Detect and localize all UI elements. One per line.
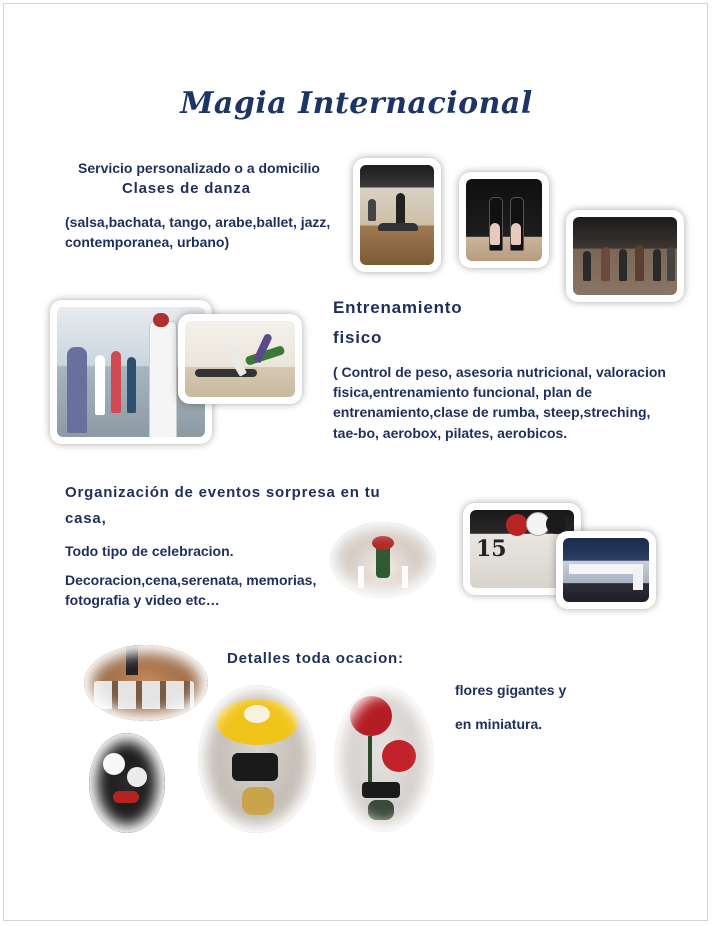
pilates-photo: [178, 314, 302, 404]
fitness-heading-line-1: Entrenamiento: [333, 298, 463, 317]
events-desc-line-2: Decoracion,cena,serenata, memorias,: [65, 572, 317, 588]
events-heading-line-2: casa,: [65, 510, 107, 527]
red-giant-flower-photo: [334, 686, 434, 832]
fitness-desc-line-4: tae-bo, aerobox, pilates, aerobicos.: [333, 425, 568, 441]
event-table-photo: [330, 522, 436, 598]
fitness-desc-line-2: fisica,entrenamiento funcional, plan de: [333, 384, 593, 400]
dance-photo-studio: [353, 158, 441, 272]
mini-flowers-photo: [89, 733, 165, 833]
dance-styles-line-2: contemporanea, urbano): [65, 234, 230, 250]
fitness-heading-line-2: fisico: [333, 328, 383, 347]
events-desc-line-1: Todo tipo de celebracion.: [65, 543, 234, 559]
details-line-2: en miniatura.: [455, 716, 543, 732]
details-line-1: flores gigantes y: [455, 682, 567, 698]
yellow-giant-flower-photo: [198, 685, 316, 833]
dance-heading: Clases de danza: [122, 180, 251, 197]
page-title: Magia Internacional: [180, 86, 533, 121]
fitness-desc-line-3: entrenamiento,clase de rumba, steep,streching,: [333, 404, 651, 420]
number-15-decoration: 15: [476, 536, 507, 562]
group-dance-photo: [566, 210, 684, 302]
details-heading: Detalles toda ocacion:: [227, 650, 404, 667]
event-hall-photo: [556, 531, 656, 609]
service-subtitle: Servicio personalizado o a domicilio: [78, 160, 320, 176]
ballet-photo: [459, 172, 549, 268]
fitness-desc-line-1: ( Control de peso, asesoria nutricional, valoracion: [333, 364, 666, 380]
events-desc-line-3: fotografia y video etc…: [65, 592, 220, 608]
dance-styles-line-1: (salsa,bachata, tango, arabe,ballet, jazz,: [65, 214, 331, 230]
events-heading-line-1: Organización de eventos sorpresa en tu: [65, 484, 381, 501]
letters-decoration-photo: [84, 645, 208, 721]
